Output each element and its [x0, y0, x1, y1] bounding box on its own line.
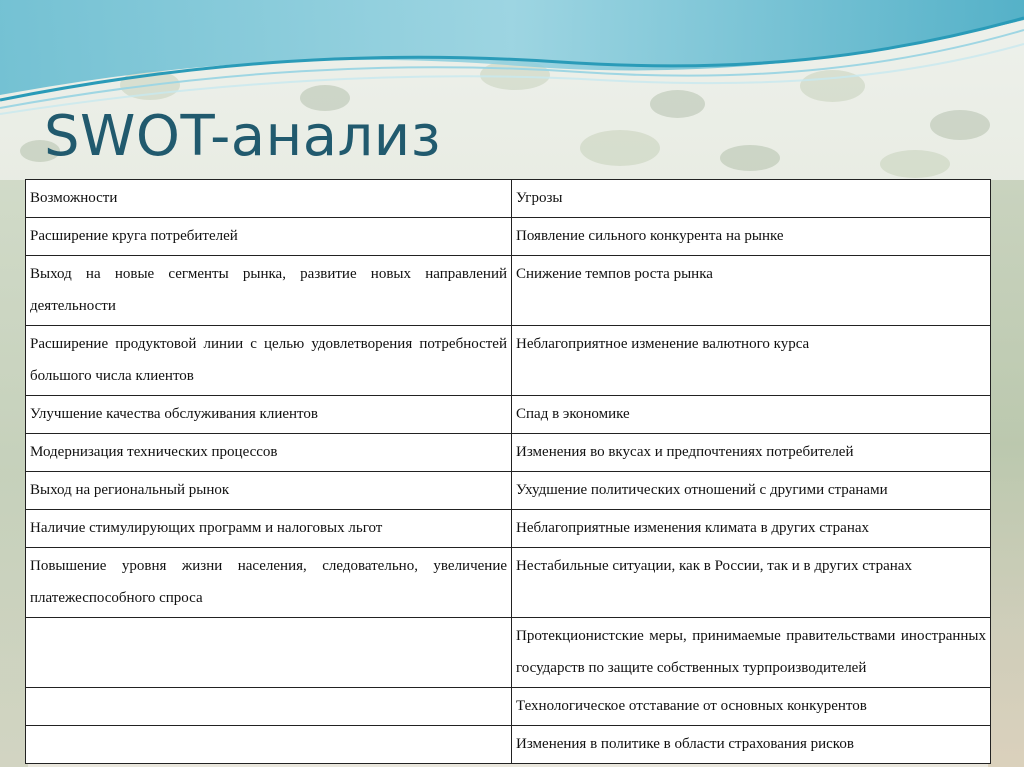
opportunity-cell: Модернизация технических процессов [26, 434, 512, 472]
table-row [26, 726, 991, 764]
header-threats: Угрозы [512, 180, 991, 218]
header-opportunities: Возможности [26, 180, 512, 218]
swot-table [25, 179, 991, 764]
background-strip-right [988, 180, 1024, 767]
threat-cell: Ухудшение политических отношений с другими странами [512, 472, 991, 510]
opportunity-cell: Расширение продуктовой линии с целью удовлетворения потребностей большого числа клиентов [26, 326, 512, 396]
opportunity-cell [26, 726, 512, 764]
table-row [26, 548, 991, 618]
background-strip-left [0, 180, 28, 767]
threat-cell: Изменения во вкусах и предпочтениях потребителей [512, 434, 991, 472]
threat-cell: Изменения в политике в области страхования рисков [512, 726, 991, 764]
table-row [26, 618, 991, 688]
threat-cell: Снижение темпов роста рынка [512, 256, 991, 326]
threat-cell: Неблагоприятное изменение валютного курса [512, 326, 991, 396]
table-row [26, 326, 991, 396]
opportunity-cell: Улучшение качества обслуживания клиентов [26, 396, 512, 434]
table-row [26, 396, 991, 434]
threat-cell: Неблагоприятные изменения климата в других странах [512, 510, 991, 548]
opportunity-cell [26, 618, 512, 688]
opportunity-cell: Расширение круга потребителей [26, 218, 512, 256]
table-row [26, 472, 991, 510]
threat-cell: Технологическое отставание от основных конкурентов [512, 688, 991, 726]
table-row [26, 218, 991, 256]
opportunity-cell: Повышение уровня жизни населения, следовательно, увеличение платежеспособного спроса [26, 548, 512, 618]
slide-title: SWOT-анализ [44, 104, 441, 169]
table-header-row [26, 180, 991, 218]
table-row [26, 434, 991, 472]
table-row [26, 688, 991, 726]
opportunity-cell: Наличие стимулирующих программ и налоговых льгот [26, 510, 512, 548]
opportunity-cell: Выход на новые сегменты рынка, развитие новых направлений деятельности [26, 256, 512, 326]
threat-cell: Нестабильные ситуации, как в России, так и в других странах [512, 548, 991, 618]
threat-cell: Протекционистские меры, принимаемые правительствами иностранных государств по защите собственных турпроизводителей [512, 618, 991, 688]
table-row [26, 510, 991, 548]
threat-cell: Появление сильного конкурента на рынке [512, 218, 991, 256]
threat-cell: Спад в экономике [512, 396, 991, 434]
opportunity-cell: Выход на региональный рынок [26, 472, 512, 510]
table-row [26, 256, 991, 326]
opportunity-cell [26, 688, 512, 726]
